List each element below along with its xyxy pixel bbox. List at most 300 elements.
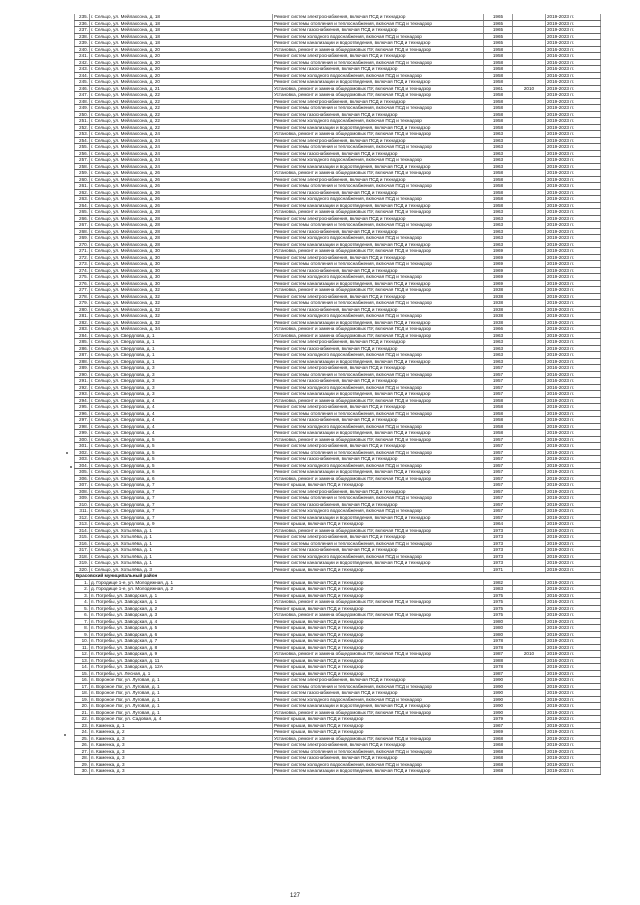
address-cell: г. Сельцо, ул. Свердлова, д. 4 xyxy=(90,417,273,424)
year-built-cell: 1958 xyxy=(484,202,513,209)
year-built-cell: 1980 xyxy=(484,625,513,632)
year-built-cell: 1958 xyxy=(484,92,513,99)
address-cell: г. Сельцо, ул. Мейлахсона, д. 18 xyxy=(90,27,273,34)
row-number: 17. xyxy=(75,683,90,690)
work-type-cell: Установка, ремонт и замена общедомовых ПУ, включая ПСД и технадзор xyxy=(273,170,484,177)
row-number: 260. xyxy=(75,176,90,183)
repair-period-cell: 2019-2023 гг. xyxy=(546,170,601,177)
row-number: 28. xyxy=(75,755,90,762)
work-type-cell: Ремонт крыши, включая ПСД и технадзор xyxy=(273,586,484,593)
address-cell: г. Сельцо, ул. Мейлахсона, д. 18 xyxy=(90,40,273,47)
year-built-cell: 1963 xyxy=(484,157,513,164)
repair-period-cell: 2016-2023 гг. xyxy=(546,378,601,385)
address-cell: г. Сельцо, ул. Мейлахсона, д. 30 xyxy=(90,274,273,281)
document-page xyxy=(74,14,594,890)
address-cell: г. Сельцо, ул. Мейлахсона, д. 20 xyxy=(90,66,273,73)
work-type-cell: Ремонт крыши, включая ПСД и технадзор xyxy=(273,482,484,489)
row-number: 7. xyxy=(75,618,90,625)
year-built-cell: 1963 xyxy=(484,241,513,248)
row-number: 269. xyxy=(75,235,90,242)
repair-period-cell: 2016-2023 гг. xyxy=(546,79,601,86)
address-cell: п. Погребы, ул. Заводская, д. 4 xyxy=(90,618,273,625)
row-number: 308. xyxy=(75,488,90,495)
scan-speck xyxy=(64,734,66,736)
row-number: 255. xyxy=(75,144,90,151)
repair-period-cell: 2019-2023 гг. xyxy=(546,560,601,567)
row-number: 280. xyxy=(75,306,90,313)
work-type-cell: Ремонт систем холодного водоснабжения, включая ПСД и технадзор xyxy=(273,553,484,560)
repair-period-cell: 2016-2023 гг. xyxy=(546,72,601,79)
row-number: 9. xyxy=(75,631,90,638)
work-type-cell: Установка, ремонт и замена общедомовых ПУ, включая ПСД и технадзор xyxy=(273,436,484,443)
address-cell: г. Сельцо, ул. Хотылёва, д. 1 xyxy=(90,560,273,567)
address-cell: г. Сельцо, ул. Мейлахсона, д. 32 xyxy=(90,300,273,307)
address-cell: п. Каменка, д. 3 xyxy=(90,735,273,742)
row-number: 235. xyxy=(75,14,90,20)
repair-period-cell: 2019-2023 гг. xyxy=(546,313,601,320)
row-number: 3. xyxy=(75,592,90,599)
year-built-cell: 1957 xyxy=(484,384,513,391)
repair-period-cell: 2019-2023 гг. xyxy=(546,755,601,762)
work-type-cell: Установка, ремонт и замена общедомовых ПУ, включая ПСД и технадзор xyxy=(273,332,484,339)
row-number: 4. xyxy=(75,599,90,606)
repair-period-cell: 2019-2023 гг. xyxy=(546,404,601,411)
address-cell: п. Погребы, ул. Заводская, д. 1 xyxy=(90,592,273,599)
work-type-cell: Ремонт системы отопления и теплоснабжения, включая ПСД и технадзор xyxy=(273,683,484,690)
year-built-cell: 1973 xyxy=(484,547,513,554)
row-number: 285. xyxy=(75,339,90,346)
work-type-cell: Ремонт систем холодного водоснабжения, включая ПСД и технадзор xyxy=(273,235,484,242)
repair-period-cell: 2019-2023 гг. xyxy=(546,293,601,300)
row-number: 245. xyxy=(75,79,90,86)
year-built-cell: 1990 xyxy=(484,696,513,703)
repair-period-cell: 2019-2023 гг. xyxy=(546,696,601,703)
year-built-cell: 1938 xyxy=(484,313,513,320)
row-number: 252. xyxy=(75,124,90,131)
repair-period-cell: 2019-2023 гг. xyxy=(546,735,601,742)
address-cell: п. Погребы, ул. Заводская, д. 3 xyxy=(90,612,273,619)
work-type-cell: Ремонт системы отопления и теплоснабжения, включая ПСД и технадзор xyxy=(273,183,484,190)
repair-period-cell: 2019-2023 гг. xyxy=(546,144,601,151)
address-cell: г. Сельцо, ул. Мейлахсона, д. 30 xyxy=(90,280,273,287)
work-type-cell: Ремонт системы отопления и теплоснабжения, включая ПСД и технадзор xyxy=(273,540,484,547)
repair-period-cell: 2019-2023 гг. xyxy=(546,267,601,274)
address-cell: г. Сельцо, ул. Свердлова, д. 5 xyxy=(90,449,273,456)
year-built-cell: 1958 xyxy=(484,72,513,79)
address-cell: п. Каменка, д. 1 xyxy=(90,722,273,729)
repair-period-cell: 2019-2023 гг. xyxy=(546,534,601,541)
work-type-cell: Ремонт крыши, включая ПСД и технадзор xyxy=(273,638,484,645)
repair-period-cell: 2019-2023 гг. xyxy=(546,547,601,554)
work-type-cell: Ремонт систем канализации и водоотведения, включая ПСД и технадзор xyxy=(273,163,484,170)
address-cell: г. Сельцо, ул. Свердлова, д. 9 xyxy=(90,521,273,528)
work-type-cell: Ремонт системы отопления и теплоснабжения, включая ПСД и технадзор xyxy=(273,144,484,151)
work-type-cell: Ремонт крыши, включая ПСД и технадзор xyxy=(273,566,484,573)
year-built-cell: 1979 xyxy=(484,716,513,723)
year-built-cell: 1958 xyxy=(484,53,513,60)
row-number: 242. xyxy=(75,59,90,66)
row-number: 283. xyxy=(75,326,90,333)
year-built-cell: 1982 xyxy=(484,579,513,586)
repair-period-cell: 2019-2023 гг. xyxy=(546,722,601,729)
address-cell: г. Сельцо, ул. Мейлахсона, д. 26 xyxy=(90,189,273,196)
address-cell: п. Вороное Лог, ул. Луговая, д. 1 xyxy=(90,683,273,690)
scan-speck xyxy=(66,452,68,454)
row-number: 10. xyxy=(75,638,90,645)
repair-period-cell: 2019-2023 гг. xyxy=(546,644,601,651)
row-number: 239. xyxy=(75,40,90,47)
address-cell: г. Сельцо, ул. Мейлахсона, д. 24 xyxy=(90,144,273,151)
address-cell: г. Сельцо, ул. Мейлахсона, д. 32 xyxy=(90,306,273,313)
year-built-cell: 1973 xyxy=(484,527,513,534)
year-built-cell: 1968 xyxy=(484,768,513,775)
work-type-cell: Ремонт систем холодного водоснабжения, включая ПСД и технадзор xyxy=(273,761,484,768)
address-cell: г. Сельцо, ул. Хотылёва, д. 1 xyxy=(90,534,273,541)
row-number: 292. xyxy=(75,384,90,391)
work-type-cell: Ремонт крыши, включая ПСД и технадзор xyxy=(273,592,484,599)
work-type-cell: Ремонт систем газоснабжения, включая ПСД и технадзор xyxy=(273,456,484,463)
row-number: 266. xyxy=(75,215,90,222)
work-type-cell: Ремонт крыши, включая ПСД и технадзор xyxy=(273,631,484,638)
work-type-cell: Ремонт систем канализации и водоотведения, включая ПСД и технадзор xyxy=(273,469,484,476)
year-built-cell: 1938 xyxy=(484,287,513,294)
address-cell: п. Каменка, д. 3 xyxy=(90,755,273,762)
work-type-cell: Ремонт крыши, включая ПСД и технадзор xyxy=(273,664,484,671)
address-cell: г. Сельцо, ул. Мейлахсона, д. 18 xyxy=(90,14,273,20)
repair-period-cell: 2019-2023 гг. xyxy=(546,761,601,768)
repair-period-cell: 2019-2023 гг. xyxy=(546,475,601,482)
year-built-cell: 1958 xyxy=(484,430,513,437)
last-repair-year-cell: 2010 xyxy=(513,651,546,658)
row-number: 243. xyxy=(75,66,90,73)
year-built-cell: 1958 xyxy=(484,176,513,183)
year-built-cell: 1973 xyxy=(484,553,513,560)
repair-period-cell: 2019-2023 гг. xyxy=(546,189,601,196)
repair-period-cell: 2019-2023 гг. xyxy=(546,683,601,690)
repair-period-cell: 2019-2023 гг. xyxy=(546,20,601,27)
row-number: 293. xyxy=(75,391,90,398)
row-number: 265. xyxy=(75,209,90,216)
year-built-cell: 1958 xyxy=(484,417,513,424)
row-number: 23. xyxy=(75,722,90,729)
address-cell: г. Сельцо, ул. Мейлахсона, д. 30 xyxy=(90,254,273,261)
repair-period-cell: 2019-2023 гг. xyxy=(546,196,601,203)
year-built-cell: 1965 xyxy=(484,27,513,34)
year-built-cell: 1968 xyxy=(484,748,513,755)
year-built-cell: 1968 xyxy=(484,755,513,762)
row-number: 286. xyxy=(75,345,90,352)
year-built-cell: 1958 xyxy=(484,410,513,417)
work-type-cell: Ремонт систем электроснабжения, включая ПСД и технадзор xyxy=(273,215,484,222)
address-cell: п. Погребы, ул. Заводская, д. 6 xyxy=(90,631,273,638)
repair-period-cell: 2019-2023 гг. xyxy=(546,625,601,632)
row-number: 248. xyxy=(75,98,90,105)
row-number: 312. xyxy=(75,514,90,521)
year-built-cell: 1957 xyxy=(484,391,513,398)
work-type-cell: Ремонт систем канализации и водоотведения, включая ПСД и технадзор xyxy=(273,319,484,326)
address-cell: п. Погребы, ул. Заводская, д. 8 xyxy=(90,644,273,651)
repair-period-cell: 2019-2023 гг. xyxy=(546,768,601,775)
address-cell: г. Сельцо, ул. Мейлахсона, д. 20 xyxy=(90,53,273,60)
year-built-cell: 1975 xyxy=(484,612,513,619)
repair-period-cell: 2019-2023 гг. xyxy=(546,651,601,658)
address-cell: п. Вороное Лог, ул. Луговая, д. 1 xyxy=(90,709,273,716)
row-number: 251. xyxy=(75,118,90,125)
year-built-cell: 1973 xyxy=(484,560,513,567)
row-number: 294. xyxy=(75,397,90,404)
year-built-cell: 1987 xyxy=(484,651,513,658)
work-type-cell: Ремонт систем канализации и водоотведения, включая ПСД и технадзор xyxy=(273,358,484,365)
work-type-cell: Ремонт крыши, включая ПСД и технадзор xyxy=(273,605,484,612)
work-type-cell: Ремонт систем холодного водоснабжения, включая ПСД и технадзор xyxy=(273,423,484,430)
year-built-cell: 1965 xyxy=(484,20,513,27)
work-type-cell: Ремонт систем электроснабжения, включая ПСД и технадзор xyxy=(273,742,484,749)
row-number: 287. xyxy=(75,352,90,359)
row-number: 290. xyxy=(75,371,90,378)
repair-period-cell: 2019-2023 гг. xyxy=(546,612,601,619)
repair-period-cell: 2019-2023 гг. xyxy=(546,462,601,469)
year-built-cell: 1957 xyxy=(484,469,513,476)
year-built-cell: 1963 xyxy=(484,163,513,170)
year-built-cell: 1958 xyxy=(484,98,513,105)
address-cell: п. Погребы, ул. Заводская, д. 1 xyxy=(90,599,273,606)
address-cell: г. Сельцо, ул. Свердлова, д. 5 xyxy=(90,456,273,463)
row-number: 318. xyxy=(75,553,90,560)
address-cell: г. Сельцо, ул. Свердлова, д. 3 xyxy=(90,365,273,372)
row-number: 18. xyxy=(75,690,90,697)
work-type-cell: Ремонт системы отопления и теплоснабжения, включая ПСД и технадзор xyxy=(273,105,484,112)
work-type-cell: Ремонт крыши, включая ПСД и технадзор xyxy=(273,670,484,677)
work-type-cell: Ремонт систем электроснабжения, включая ПСД и технадзор xyxy=(273,443,484,450)
row-number: 5. xyxy=(75,605,90,612)
year-built-cell: 1957 xyxy=(484,501,513,508)
work-type-cell: Установка, ремонт и замена общедомовых ПУ, включая ПСД и технадзор xyxy=(273,46,484,53)
section-title: Брасовский муниципальный район xyxy=(75,573,601,580)
address-cell: г. Сельцо, ул. Свердлова, д. 7 xyxy=(90,482,273,489)
row-number: 276. xyxy=(75,280,90,287)
year-built-cell: 1969 xyxy=(484,729,513,736)
work-type-cell: Ремонт систем газоснабжения, включая ПСД и технадзор xyxy=(273,228,484,235)
address-cell: г. Сельцо, ул. Мейлахсона, д. 20 xyxy=(90,46,273,53)
address-cell: г. Сельцо, ул. Мейлахсона, д. 26 xyxy=(90,202,273,209)
repair-period-cell: 2019-2023 гг. xyxy=(546,417,601,424)
work-type-cell: Ремонт системы отопления и теплоснабжения, включая ПСД и технадзор xyxy=(273,495,484,502)
row-number: 270. xyxy=(75,241,90,248)
address-cell: г. Сельцо, ул. Мейлахсона, д. 32 xyxy=(90,313,273,320)
address-cell: г. Сельцо, ул. Свердлова, д. 5 xyxy=(90,462,273,469)
year-built-cell: 1963 xyxy=(484,150,513,157)
row-number: 26. xyxy=(75,742,90,749)
repair-period-cell: 2019-2023 гг. xyxy=(546,248,601,255)
row-number: 297. xyxy=(75,417,90,424)
year-built-cell: 1988 xyxy=(484,657,513,664)
work-type-cell: Ремонт систем холодного водоснабжения, включая ПСД и технадзор xyxy=(273,157,484,164)
row-number: 247. xyxy=(75,92,90,99)
address-cell: п. Вороное Лог, ул. Луговая, д. 1 xyxy=(90,696,273,703)
repair-period-cell: 2019-2023 гг. xyxy=(546,456,601,463)
repair-period-cell: 2019-2023 гг. xyxy=(546,202,601,209)
repair-period-cell: 2016-2023 гг. xyxy=(546,66,601,73)
repair-period-cell: 2019-2023 гг. xyxy=(546,631,601,638)
year-built-cell: 1990 xyxy=(484,690,513,697)
address-cell: п. Каменка, д. 3 xyxy=(90,742,273,749)
row-number: 257. xyxy=(75,157,90,164)
year-built-cell: 1957 xyxy=(484,495,513,502)
address-cell: г. Сельцо, ул. Мейлахсона, д. 28 xyxy=(90,235,273,242)
row-number: 273. xyxy=(75,261,90,268)
year-built-cell: 1969 xyxy=(484,254,513,261)
address-cell: п. Погребы, ул. Заводская, д. 11 xyxy=(90,657,273,664)
address-cell: г. Сельцо, ул. Хотылёва, д. 1 xyxy=(90,547,273,554)
address-cell: г. Сельцо, ул. Свердлова, д. 3 xyxy=(90,378,273,385)
row-number: 16. xyxy=(75,677,90,684)
work-type-cell: Ремонт систем холодного водоснабжения, включая ПСД и технадзор xyxy=(273,118,484,125)
address-cell: г. Сельцо, ул. Мейлахсона, д. 32 xyxy=(90,319,273,326)
row-number: 300. xyxy=(75,436,90,443)
address-cell: г. Сельцо, ул. Мейлахсона, д. 28 xyxy=(90,241,273,248)
year-built-cell: 1969 xyxy=(484,280,513,287)
work-type-cell: Ремонт систем канализации и водоотведения, включая ПСД и технадзор xyxy=(273,703,484,710)
address-cell: г. Сельцо, ул. Свердлова, д. 7 xyxy=(90,514,273,521)
address-cell: г. Сельцо, ул. Хотылёва, д. 1 xyxy=(90,527,273,534)
work-type-cell: Ремонт систем электроснабжения, включая ПСД и технадзор xyxy=(273,293,484,300)
year-built-cell: 1963 xyxy=(484,144,513,151)
repair-period-cell: 2016-2023 гг. xyxy=(546,391,601,398)
work-type-cell: Ремонт систем электроснабжения, включая ПСД и технадзор xyxy=(273,137,484,144)
row-number: 299. xyxy=(75,430,90,437)
address-cell: г. Сельцо, ул. Мейлахсона, д. 32 xyxy=(90,293,273,300)
repair-period-cell: 2019-2023 гг. xyxy=(546,339,601,346)
repair-period-cell: 2019-2023 гг. xyxy=(546,521,601,528)
year-built-cell: 1957 xyxy=(484,488,513,495)
address-cell: п. Погребы, ул. Заводская, д. 12А xyxy=(90,664,273,671)
year-built-cell: 1964 xyxy=(484,521,513,528)
row-number: 13. xyxy=(75,657,90,664)
work-type-cell: Ремонт систем газоснабжения, включая ПСД и технадзор xyxy=(273,547,484,554)
address-cell: г. Сельцо, ул. Свердлова, д. 7 xyxy=(90,508,273,515)
row-number: 15. xyxy=(75,670,90,677)
repair-period-cell: 2019-2023 гг. xyxy=(546,111,601,118)
year-built-cell: 1969 xyxy=(484,261,513,268)
last-repair-year-cell xyxy=(513,768,546,775)
repair-period-cell: 2019-2023 гг. xyxy=(546,222,601,229)
repair-period-cell: 2019-2023 гг. xyxy=(546,183,601,190)
year-built-cell: 1957 xyxy=(484,462,513,469)
repair-period-cell: 2019-2023 гг. xyxy=(546,215,601,222)
address-cell: п. Каменка, д. 3 xyxy=(90,748,273,755)
repair-period-cell: 2019-2023 гг. xyxy=(546,397,601,404)
year-built-cell: 1963 xyxy=(484,215,513,222)
row-number: 272. xyxy=(75,254,90,261)
repair-period-cell: 2019-2023 гг. xyxy=(546,664,601,671)
work-type-cell: Ремонт систем канализации и водоотведения, включая ПСД и технадзор xyxy=(273,202,484,209)
address-cell: г. Сельцо, ул. Свердлова, д. 5 xyxy=(90,436,273,443)
address-cell: г. Сельцо, ул. Свердлова, д. 4 xyxy=(90,430,273,437)
table-row xyxy=(75,768,601,775)
row-number: 27. xyxy=(75,748,90,755)
row-number: 20. xyxy=(75,703,90,710)
year-built-cell: 1958 xyxy=(484,196,513,203)
year-built-cell: 1938 xyxy=(484,293,513,300)
year-built-cell: 1963 xyxy=(484,345,513,352)
year-built-cell: 1980 xyxy=(484,631,513,638)
repair-period-cell: 2016-2023 гг. xyxy=(546,59,601,66)
work-type-cell: Ремонт крыши, включая ПСД и технадзор xyxy=(273,729,484,736)
row-number: 22. xyxy=(75,716,90,723)
work-type-cell: Ремонт систем холодного водоснабжения, включая ПСД и технадзор xyxy=(273,274,484,281)
address-cell: г. Сельцо, ул. Мейлахсона, д. 20 xyxy=(90,72,273,79)
year-built-cell: 1957 xyxy=(484,482,513,489)
repair-period-cell: 2019-2023 гг. xyxy=(546,703,601,710)
repair-period-cell: 2019-2023 гг. xyxy=(546,618,601,625)
repair-period-cell: 2019-2023 гг. xyxy=(546,300,601,307)
work-type-cell: Ремонт системы отопления и теплоснабжения, включая ПСД и технадзор xyxy=(273,59,484,66)
row-number: 238. xyxy=(75,33,90,40)
address-cell: г. Сельцо, ул. Свердлова, д. 7 xyxy=(90,501,273,508)
work-type-cell: Ремонт системы отопления и теплоснабжения, включая ПСД и технадзор xyxy=(273,748,484,755)
address-cell: п. Каменка, д. 3 xyxy=(90,761,273,768)
year-built-cell: 1957 xyxy=(484,514,513,521)
year-built-cell: 1963 xyxy=(484,339,513,346)
row-number: 302. xyxy=(75,449,90,456)
year-built-cell: 1969 xyxy=(484,274,513,281)
row-number: 249. xyxy=(75,105,90,112)
year-built-cell: 1963 xyxy=(484,352,513,359)
address-cell: г. Сельцо, ул. Свердлова, д. 1 xyxy=(90,352,273,359)
repair-period-cell: 2019-2023 гг. xyxy=(546,306,601,313)
year-built-cell: 1990 xyxy=(484,683,513,690)
work-type-cell: Установка, ремонт и замена общедомовых ПУ, включая ПСД и технадзор xyxy=(273,326,484,333)
address-cell: г. Сельцо, ул. Свердлова, д. 3 xyxy=(90,391,273,398)
address-cell: п. Погребы, ул. Заводская, д. 2 xyxy=(90,605,273,612)
row-number: 278. xyxy=(75,293,90,300)
address-cell: г. Сельцо, ул. Мейлахсона, д. 22 xyxy=(90,118,273,125)
repair-period-cell: 2019-2023 гг. xyxy=(546,261,601,268)
repair-period-cell: 2019-2023 гг. xyxy=(546,469,601,476)
repair-period-cell: 2019-2023 гг. xyxy=(546,527,601,534)
repair-period-cell: 2019-2023 гг. xyxy=(546,488,601,495)
repair-period-cell: 2016-2023 гг. xyxy=(546,371,601,378)
repair-period-cell: 2019-2023 гг. xyxy=(546,443,601,450)
row-number: 284. xyxy=(75,332,90,339)
work-type-cell: Ремонт систем электроснабжения, включая ПСД и технадзор xyxy=(273,98,484,105)
repair-period-cell: 2019-2023 гг. xyxy=(546,748,601,755)
row-number: 309. xyxy=(75,495,90,502)
row-number: 237. xyxy=(75,27,90,34)
repair-period-cell: 2019-2023 гг. xyxy=(546,14,601,20)
work-type-cell: Установка, ремонт и замена общедомовых ПУ, включая ПСД и технадзор xyxy=(273,735,484,742)
row-number: 262. xyxy=(75,189,90,196)
row-number: 6. xyxy=(75,612,90,619)
work-type-cell: Ремонт систем электроснабжения, включая ПСД и технадзор xyxy=(273,534,484,541)
address-cell: г. Сельцо, ул. Свердлова, д. 3 xyxy=(90,384,273,391)
work-type-cell: Ремонт системы отопления и теплоснабжения, включая ПСД и технадзор xyxy=(273,261,484,268)
address-cell: п. Вороное Лог, ул. Луговая, д. 1 xyxy=(90,703,273,710)
row-number: 281. xyxy=(75,313,90,320)
repair-period-cell: 2019-2023 гг. xyxy=(546,345,601,352)
work-type-cell: Ремонт крыши, включая ПСД и технадзор xyxy=(273,579,484,586)
year-built-cell: 1958 xyxy=(484,397,513,404)
row-number: 303. xyxy=(75,456,90,463)
address-cell: г. Сельцо, ул. Мейлахсона, д. 30 xyxy=(90,267,273,274)
row-number: 271. xyxy=(75,248,90,255)
address-cell: г. Сельцо, ул. Мейлахсона, д. 26 xyxy=(90,170,273,177)
year-built-cell: 1958 xyxy=(484,423,513,430)
work-type-cell: Установка, ремонт и замена общедомовых ПУ, включая ПСД и технадзор xyxy=(273,287,484,294)
row-number: 253. xyxy=(75,131,90,138)
repair-period-cell: 2019-2023 гг. xyxy=(546,553,601,560)
address-cell: г. Сельцо, ул. Мейлахсона, д. 20 xyxy=(90,59,273,66)
